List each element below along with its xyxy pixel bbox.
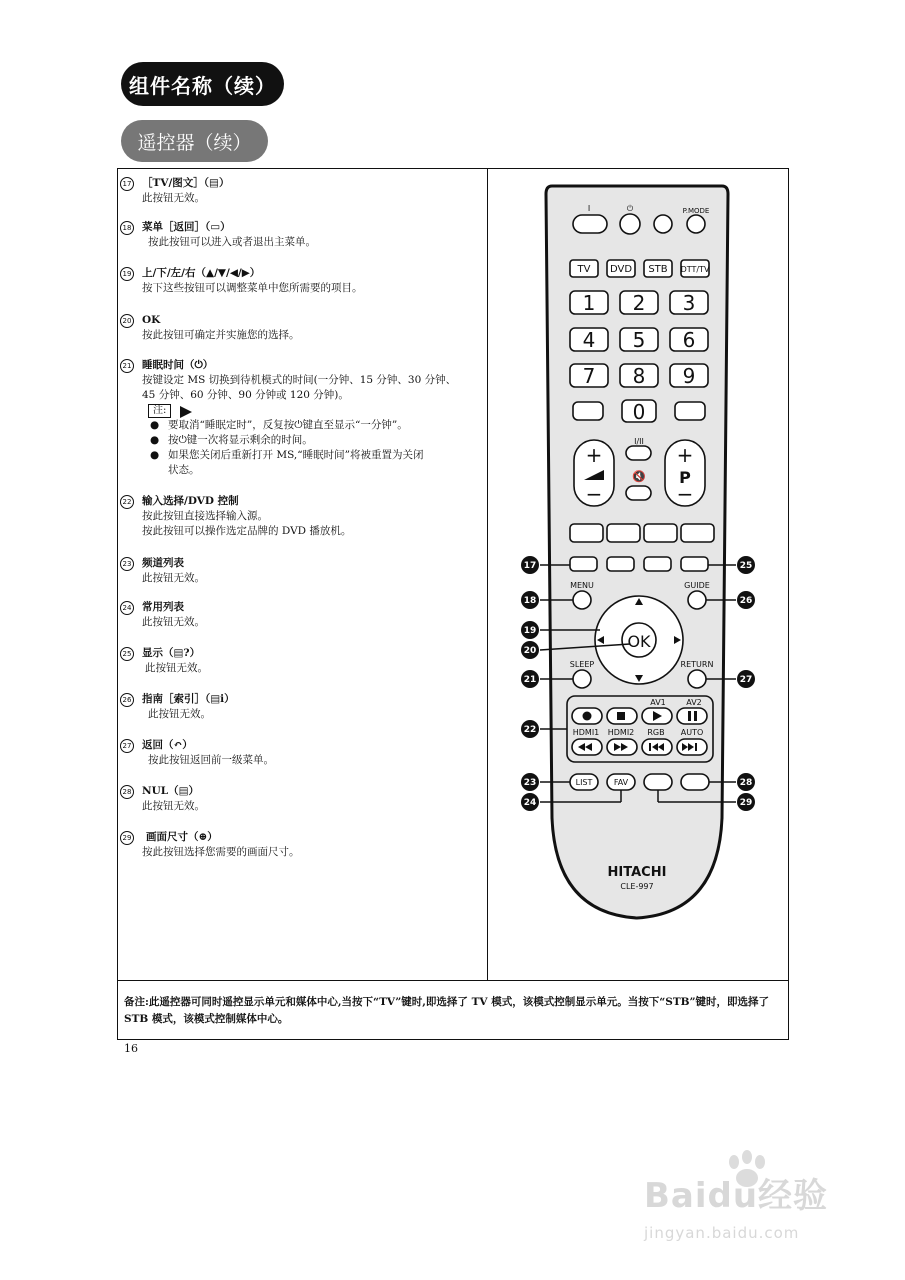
record-icon	[583, 712, 592, 721]
footnote: 备注:此遥控器可同时遥控显示单元和媒体中心,当按下“TV”键时,即选择了 TV 模式，该模式控制显示单元。当按下“STB”键时，即选择了 STB 模式，该模式控制媒体中心。	[124, 996, 770, 1025]
return-button	[688, 670, 706, 688]
section-subtitle: 遥控器（续）	[121, 120, 268, 162]
item-title: 返回（↶）	[142, 739, 193, 751]
channel-minus-label: −	[676, 482, 694, 506]
channel-p-label: P	[679, 468, 691, 487]
svg-text:22: 22	[523, 725, 537, 735]
item-title: 指南［索引］（▤i）	[142, 693, 235, 705]
digit-8-label: 8	[632, 364, 646, 388]
pause-button	[677, 708, 707, 724]
item-desc: 此按钮无效。	[148, 708, 211, 720]
item-desc: 此按钮无效。	[142, 616, 205, 628]
svg-text:23: 23	[523, 778, 537, 788]
item-title: 菜单［返回］（▭）	[142, 221, 231, 233]
brand-label: HITACHI	[607, 865, 667, 880]
red-button	[570, 524, 603, 542]
model-label: CLE-997	[620, 882, 654, 891]
display-button	[681, 557, 708, 571]
item-number: 27	[120, 739, 134, 753]
item-title: 睡眠时间（⏻）	[142, 359, 214, 371]
digit-1-label: 1	[582, 291, 596, 315]
yellow-button	[644, 524, 677, 542]
watermark-url: jingyan.baidu.com	[644, 1224, 800, 1242]
menu-button	[573, 591, 591, 609]
note-bullet: ● 如果您关闭后重新打开 MS,“睡眠时间”将被重置为关闭	[150, 448, 423, 463]
dvd-label: DVD	[609, 264, 633, 275]
tv-label: TV	[577, 264, 591, 275]
watermark-brand: Baidu经验	[644, 1176, 829, 1216]
item-title: 常用列表	[142, 601, 184, 613]
item-title: 频道列表	[142, 557, 184, 569]
item-desc: 按下这些按钮可以调整菜单中您所需要的项目。	[142, 282, 363, 294]
dtt-label: DTT/TV	[680, 265, 710, 274]
mute-icon: 🔇	[632, 470, 646, 483]
item-desc: 按键设定 MS 切换到待机模式的时间(一分钟、15 分钟、30 分钟、	[142, 374, 457, 386]
guide-button	[688, 591, 706, 609]
svg-text:28: 28	[739, 778, 753, 788]
audio-label: I/II	[634, 437, 644, 446]
digit-5-label: 5	[632, 328, 646, 352]
item-number: 18	[120, 221, 134, 235]
footnote-divider	[117, 980, 789, 981]
svg-text:21: 21	[523, 675, 537, 685]
page-number: 16	[124, 1042, 138, 1055]
item-number: 25	[120, 647, 134, 661]
blue-button	[681, 524, 714, 542]
item-title: 上/下/左/右（▲/▼/◀/▶）	[142, 267, 261, 279]
channel-plus-label: +	[676, 443, 694, 467]
av1-label: AV1	[650, 698, 666, 707]
item-desc: 按此按钮可确定并实施您的选择。	[142, 329, 300, 341]
item-desc: 此按钮无效。	[142, 800, 205, 812]
mute-button	[626, 486, 651, 500]
note-label: 注:	[148, 404, 171, 418]
item-number: 23	[120, 557, 134, 571]
av2-label: AV2	[686, 698, 702, 707]
digit-4-label: 4	[582, 328, 596, 352]
item-title: 输入选择/DVD 控制	[142, 495, 239, 507]
watermark	[644, 1150, 864, 1260]
mix-button	[607, 557, 634, 571]
note-arrow-icon	[180, 406, 192, 418]
item-number: 17	[120, 177, 134, 191]
sleep-label: SLEEP	[569, 660, 595, 669]
svg-text:20: 20	[523, 646, 537, 656]
auto-label: AUTO	[680, 728, 704, 737]
hdmi1-label: HDMI1	[572, 728, 600, 737]
volume-plus-label: +	[585, 443, 603, 467]
item-title: 画面尺寸（⊕）	[146, 831, 218, 843]
pmode-button	[687, 215, 705, 233]
swap-button	[675, 402, 705, 420]
note-bullet-continued: 状态。	[168, 464, 200, 476]
item-number: 26	[120, 693, 134, 707]
digit-3-label: 3	[682, 291, 696, 315]
list-label: LIST	[575, 778, 593, 787]
remote-illustration	[500, 178, 780, 948]
item-desc: 按此按钮直接选择输入源。	[142, 510, 268, 522]
svg-text:26: 26	[739, 596, 753, 606]
green-button	[607, 524, 640, 542]
tv-text-button	[570, 557, 597, 571]
svg-text:29: 29	[739, 798, 753, 808]
svg-text:25: 25	[739, 561, 753, 571]
nul-button	[681, 774, 709, 790]
audio-button	[626, 446, 651, 460]
item-desc: 此按钮无效。	[142, 572, 205, 584]
item-title: 显示（▤?）	[142, 647, 201, 659]
item-title: ［TV/图文］（▤）	[142, 177, 230, 189]
item-title: OK	[142, 314, 161, 326]
ok-label: OK	[627, 632, 651, 651]
standby-button	[620, 214, 640, 234]
item-number: 28	[120, 785, 134, 799]
svg-text:18: 18	[523, 596, 537, 606]
guide-label: GUIDE	[684, 581, 710, 590]
fav-label: FAV	[613, 778, 629, 787]
standby-label: ⏻	[626, 204, 634, 213]
text-button	[573, 402, 603, 420]
item-desc: 此按钮无效。	[145, 662, 208, 674]
digit-0-label: 0	[632, 400, 646, 424]
item-number: 20	[120, 314, 134, 328]
item-desc: 此按钮无效。	[142, 192, 205, 204]
menu-label: MENU	[570, 581, 594, 590]
volume-minus-label: −	[585, 482, 603, 506]
item-desc: 按此按钮选择您需要的画面尺寸。	[142, 846, 300, 858]
column-divider	[487, 168, 488, 980]
svg-text:17: 17	[523, 561, 537, 571]
subtitle-button	[644, 557, 671, 571]
digit-6-label: 6	[682, 328, 696, 352]
digit-7-label: 7	[582, 364, 596, 388]
svg-text:19: 19	[523, 626, 537, 636]
hdmi2-label: HDMI2	[607, 728, 635, 737]
item-desc: 45 分钟、60 分钟、90 分钟或 120 分钟)。	[142, 389, 349, 401]
stop-icon	[617, 712, 625, 720]
item-desc: 按此按钮返回前一级菜单。	[148, 754, 274, 766]
item-number: 22	[120, 495, 134, 509]
item-number: 21	[120, 359, 134, 373]
section-title: 组件名称（续）	[121, 62, 284, 106]
pause-icon	[688, 711, 691, 721]
svg-text:27: 27	[739, 675, 753, 685]
item-number: 29	[120, 831, 134, 845]
return-label: RETURN	[680, 660, 714, 669]
item-desc: 按此按钮可以操作选定品牌的 DVD 播放机。	[142, 525, 352, 537]
note-bullet: ● 要取消“睡眠定时”，反复按⏻键直至显示“一分钟”。	[150, 418, 408, 433]
note-bullet: ● 按⏻键一次将显示剩余的时间。	[150, 433, 313, 448]
power-label: I	[587, 204, 591, 213]
rgb-label: RGB	[647, 728, 665, 737]
item-desc: 按此按钮可以进入或者退出主菜单。	[148, 236, 316, 248]
item-number: 24	[120, 601, 134, 615]
item-title: NUL（▤）	[142, 785, 200, 797]
power-button	[573, 215, 607, 233]
sleep-button	[573, 670, 591, 688]
pmode-label: P.MODE	[682, 207, 710, 215]
item-number: 19	[120, 267, 134, 281]
digit-2-label: 2	[632, 291, 646, 315]
info-button	[654, 215, 672, 233]
stb-label: STB	[648, 264, 668, 275]
zoom-button	[644, 774, 672, 790]
digit-9-label: 9	[682, 364, 696, 388]
svg-text:24: 24	[523, 798, 537, 808]
